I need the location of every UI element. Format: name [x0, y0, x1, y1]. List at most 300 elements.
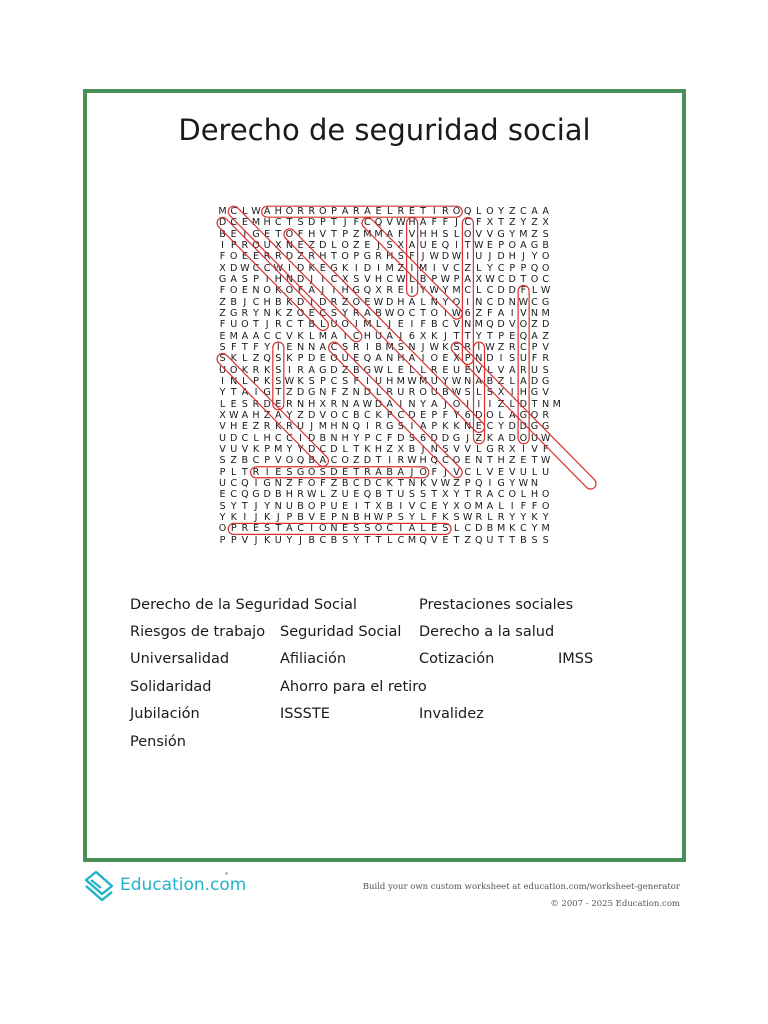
grid-cell: Y [264, 500, 271, 512]
grid-cell: L [498, 409, 504, 421]
grid-cell: P [297, 353, 304, 365]
grid-cell: X [475, 273, 483, 285]
grid-cell: T [275, 387, 282, 399]
grid-cell: E [342, 466, 349, 478]
grid-cell: W [373, 364, 384, 376]
grid-cell: W [440, 477, 451, 489]
grid-cell: P [342, 228, 349, 240]
grid-cell: F [542, 443, 549, 455]
grid-cell: N [341, 398, 349, 410]
grid-cell: D [308, 217, 316, 229]
grid-cell: I [432, 206, 436, 217]
grid-cell: Y [353, 534, 360, 546]
grid-cell: R [274, 251, 282, 263]
grid-cell: P [364, 432, 371, 444]
grid-cell: E [353, 353, 360, 365]
grid-cell: J [254, 511, 258, 523]
grid-cell: R [408, 387, 416, 399]
grid-cell: V [286, 330, 293, 342]
grid-cell: C [263, 330, 271, 342]
grid-cell: G [319, 364, 327, 376]
grid-cell: P [230, 534, 237, 546]
grid-cell: A [330, 330, 338, 342]
grid-cell: Z [286, 387, 293, 399]
grid-cell: D [285, 251, 294, 263]
grid-cell: D [296, 387, 305, 399]
grid-cell: X [219, 409, 226, 421]
grid-cell: L [409, 364, 415, 376]
grid-cell: S [442, 523, 449, 535]
grid-cell: U [486, 534, 494, 546]
grid-cell: Z [286, 477, 293, 489]
grid-cell: W [540, 455, 551, 467]
grid-cell: W [284, 375, 295, 387]
grid-cell: M [474, 319, 483, 331]
grid-cell: G [218, 273, 227, 285]
copyright-text: © 2007 - 2025 Education.com [550, 899, 680, 909]
grid-cell: O [341, 319, 349, 331]
grid-cell: J [521, 251, 525, 263]
grid-cell: M [385, 262, 394, 274]
grid-cell: A [386, 228, 393, 240]
grid-cell: Q [241, 477, 249, 489]
word-list-item: IMSS [558, 651, 594, 667]
grid-cell: E [431, 500, 438, 512]
grid-cell: O [519, 319, 528, 331]
grid-cell: A [386, 398, 393, 410]
grid-cell: F [320, 477, 326, 489]
grid-cell: C [464, 285, 472, 297]
grid-cell: A [486, 489, 494, 501]
grid-cell: Q [430, 455, 439, 467]
grid-cell: P [453, 273, 460, 285]
grid-cell: H [308, 228, 316, 240]
grid-cell: O [463, 500, 472, 512]
grid-cell: K [241, 364, 248, 376]
grid-cell: M [274, 443, 283, 455]
grid-cell: L [531, 466, 538, 478]
grid-cell: I [521, 443, 525, 455]
grid-cell: C [241, 432, 249, 444]
grid-cell: I [466, 296, 470, 308]
grid-cell: C [486, 296, 494, 308]
grid-cell: D [308, 353, 316, 365]
grid-cell: T [241, 466, 248, 478]
grid-cell: D [508, 432, 516, 444]
grid-cell: V [364, 273, 371, 285]
grid-cell: T [464, 239, 471, 251]
grid-cell: U [230, 319, 238, 331]
grid-cell: A [263, 206, 271, 217]
grid-cell: R [397, 455, 405, 467]
grid-cell: F [409, 251, 415, 263]
grid-cell: Z [508, 217, 516, 229]
grid-cell: R [386, 387, 394, 399]
grid-cell: D [263, 398, 271, 410]
grid-cell: Y [219, 387, 226, 399]
grid-cell: S [275, 364, 282, 376]
grid-cell: N [308, 341, 316, 353]
grid-cell: D [296, 273, 305, 285]
grid-cell: R [286, 421, 293, 433]
grid-cell: C [520, 341, 527, 353]
grid-cell: N [475, 353, 483, 365]
grid-cell: Q [263, 353, 271, 365]
grid-cell: Q [241, 489, 249, 501]
grid-cell: B [520, 534, 527, 546]
grid-cell: Z [464, 262, 471, 274]
grid-cell: D [363, 262, 372, 274]
grid-cell: P [431, 273, 438, 285]
grid-cell: R [274, 319, 282, 331]
grid-cell: Q [419, 534, 427, 546]
grid-cell: V [219, 443, 226, 455]
grid-cell: S [342, 341, 349, 353]
grid-cell: O [229, 251, 238, 263]
grid-cell: R [252, 398, 260, 410]
grid-cell: L [331, 239, 337, 251]
grid-cell: Y [520, 511, 527, 523]
grid-cell: O [486, 409, 494, 421]
grid-cell: Y [531, 523, 538, 535]
grid-cell: W [373, 296, 384, 308]
grid-cell: I [265, 273, 269, 285]
build-worksheet-link[interactable]: Build your own custom worksheet at education.com/worksheet-generator [362, 882, 680, 892]
grid-cell: C [352, 477, 360, 489]
grid-cell: M [496, 523, 506, 535]
grid-cell: Z [475, 307, 483, 319]
grid-cell: E [397, 319, 404, 331]
grid-cell: N [530, 477, 539, 489]
grid-cell: K [275, 285, 282, 297]
grid-cell: W [451, 375, 462, 387]
word-highlight-loop [226, 204, 364, 344]
grid-cell: A [319, 455, 327, 467]
grid-cell: H [341, 432, 349, 444]
grid-cell: X [486, 217, 494, 229]
grid-cell: G [530, 421, 539, 433]
grid-cell: F [353, 217, 360, 229]
grid-cell: W [429, 285, 439, 297]
grid-cell: T [498, 217, 505, 229]
grid-cell: C [442, 455, 449, 467]
grid-cell: J [443, 398, 447, 410]
grid-cell: E [241, 285, 248, 297]
grid-cell: S [219, 500, 226, 512]
grid-cell: Y [453, 409, 460, 421]
grid-cell: R [308, 206, 316, 217]
grid-cell: L [509, 375, 515, 387]
grid-cell: R [330, 398, 338, 410]
grid-cell: O [330, 409, 338, 421]
grid-cell: M [318, 421, 327, 433]
grid-cell: S [353, 273, 360, 285]
grid-cell: J [310, 421, 314, 433]
grid-cell: D [263, 489, 271, 501]
grid-cell: S [330, 307, 338, 319]
grid-cell: L [409, 273, 415, 285]
grid-cell: V [508, 466, 516, 478]
grid-cell: K [297, 375, 304, 387]
grid-cell: I [354, 500, 358, 512]
grid-cell: F [476, 217, 482, 229]
grid-cell: G [541, 421, 550, 433]
grid-cell: I [287, 262, 291, 274]
grid-cell: C [352, 330, 360, 342]
grid-cell: A [319, 341, 327, 353]
grid-cell: L [375, 387, 382, 399]
grid-cell: B [486, 375, 494, 387]
grid-cell: S [286, 466, 293, 478]
grid-cell: I [287, 364, 291, 376]
grid-cell: D [519, 398, 528, 410]
word-highlight-loop [360, 215, 465, 321]
word-list-item: Derecho de la Seguridad Social [130, 597, 357, 613]
grid-cell: Z [397, 262, 405, 274]
grid-cell: O [307, 500, 316, 512]
grid-cell: W [251, 206, 261, 217]
grid-cell: S [308, 375, 315, 387]
grid-cell: E [520, 455, 527, 467]
grid-cell: X [397, 443, 405, 455]
grid-cell: J [377, 239, 380, 251]
grid-cell: N [296, 398, 305, 410]
grid-cell: K [297, 330, 304, 342]
grid-cell: S [509, 353, 516, 365]
grid-cell: D [475, 409, 483, 421]
grid-cell: F [353, 375, 360, 387]
grid-cell: H [419, 455, 427, 467]
grid-cell: K [275, 421, 282, 433]
grid-cell: A [497, 432, 505, 444]
grid-cell: V [219, 421, 226, 433]
grid-cell: O [541, 489, 550, 501]
grid-cell: M [519, 228, 528, 240]
grid-cell: F [520, 500, 527, 512]
grid-cell: D [508, 285, 516, 297]
grid-cell: H [419, 228, 427, 240]
grid-cell: U [330, 319, 338, 331]
grid-cell: T [331, 217, 337, 229]
grid-cell: C [263, 262, 271, 274]
education-logo[interactable] [82, 868, 246, 902]
grid-cell: N [296, 341, 305, 353]
grid-cell: O [508, 239, 516, 251]
grid-cell: P [520, 262, 527, 274]
grid-cell: C [386, 273, 394, 285]
grid-cell: K [364, 443, 371, 455]
grid-cell: G [296, 466, 305, 478]
grid-cell: C [274, 330, 282, 342]
grid-cell: H [285, 489, 294, 501]
grid-cell: R [520, 364, 527, 376]
grid-cell: G [530, 239, 539, 251]
grid-cell: S [386, 239, 393, 251]
worksheet-frame [83, 89, 686, 862]
grid-cell: M [474, 500, 483, 512]
grid-cell: T [241, 341, 248, 353]
grid-cell: F [431, 466, 437, 478]
grid-cell: Q [463, 206, 472, 217]
grid-cell: A [364, 307, 371, 319]
grid-cell: F [487, 307, 493, 319]
grid-cell: E [397, 285, 404, 297]
grid-cell: M [229, 330, 238, 342]
grid-cell: A [520, 375, 527, 387]
grid-cell: R [508, 341, 516, 353]
grid-cell: Z [497, 375, 505, 387]
word-list-item: Seguridad Social [280, 624, 402, 640]
grid-cell: L [498, 500, 504, 512]
grid-cell: P [464, 477, 471, 489]
grid-cell: 6 [464, 409, 471, 421]
grid-cell: M [418, 375, 428, 387]
grid-cell: R [308, 251, 316, 263]
grid-cell: G [252, 228, 260, 240]
grid-cell: H [374, 273, 383, 285]
grid-cell: B [430, 319, 438, 331]
grid-cell: C [464, 466, 472, 478]
grid-cell: O [330, 353, 338, 365]
grid-cell: B [352, 364, 360, 376]
grid-cell: N [386, 353, 394, 365]
grid-cell: C [453, 262, 460, 274]
grid-cell: U [341, 489, 349, 501]
grid-cell: W [396, 217, 406, 229]
grid-cell: A [375, 353, 382, 365]
grid-cell: T [464, 489, 471, 501]
grid-cell: C [520, 206, 527, 217]
grid-cell: C [341, 409, 349, 421]
grid-cell: C [375, 477, 382, 489]
grid-cell: K [442, 421, 449, 433]
grid-cell: O [263, 285, 271, 297]
grid-cell: I [377, 262, 380, 274]
grid-cell: L [420, 511, 426, 523]
grid-cell: I [243, 228, 247, 240]
grid-cell: Z [230, 455, 237, 467]
grid-cell: E [319, 353, 326, 365]
grid-cell: L [387, 364, 393, 376]
grid-cell: C [497, 489, 505, 501]
grid-cell: I [354, 262, 358, 274]
grid-cell: P [498, 330, 504, 342]
grid-cell: U [330, 500, 338, 512]
highlight-overlay [217, 206, 552, 546]
grid-cell: P [531, 341, 538, 353]
grid-cell: J [466, 432, 470, 444]
grid-cell: Y [442, 375, 449, 387]
grid-cell: U [219, 432, 227, 444]
word-list-item: Riesgos de trabajo [130, 624, 266, 640]
grid-cell: I [365, 421, 369, 433]
grid-cell: D [363, 477, 372, 489]
grid-cell: Y [520, 217, 527, 229]
grid-cell: X [453, 353, 460, 365]
grid-cell: Y [286, 443, 293, 455]
grid-cell: P [386, 409, 393, 421]
grid-cell: C [397, 409, 405, 421]
grid-cell: G [530, 387, 539, 399]
grid-cell: D [508, 273, 516, 285]
grid-cell: W [518, 477, 529, 489]
grid-cell: N [285, 273, 293, 285]
grid-cell: D [308, 432, 316, 444]
grid-cell: Y [453, 489, 460, 501]
grid-cell: X [442, 489, 449, 501]
grid-cell: M [418, 262, 428, 274]
grid-cell: F [520, 285, 527, 297]
grid-cell: Q [475, 477, 483, 489]
grid-cell: S [408, 432, 415, 444]
grid-cell: L [520, 489, 527, 501]
grid-cell: A [531, 206, 538, 217]
grid-cell: U [397, 387, 405, 399]
grid-cell: T [364, 500, 371, 512]
grid-cell: I [354, 319, 358, 331]
grid-cell: P [464, 353, 471, 365]
grid-cell: C [442, 319, 449, 331]
grid-cell: Q [374, 217, 383, 229]
grid-cell: I [399, 500, 403, 512]
grid-cell: M [374, 228, 383, 240]
grid-cell: Y [542, 511, 549, 523]
grid-cell: B [375, 341, 382, 353]
grid-cell: Q [530, 262, 539, 274]
grid-cell: K [375, 409, 382, 421]
grid-cell: Z [352, 239, 360, 251]
grid-cell: R [297, 206, 304, 217]
grid-cell: K [286, 353, 293, 365]
grid-cell: B [419, 273, 427, 285]
grid-cell: V [408, 500, 416, 512]
grid-cell: R [330, 296, 338, 308]
grid-cell: H [430, 228, 438, 240]
grid-cell: W [474, 239, 484, 251]
grid-cell: C [364, 217, 371, 229]
grid-cell: M [385, 341, 394, 353]
word-highlight-loop [262, 206, 463, 217]
grid-cell: 6 [464, 307, 471, 319]
grid-cell: C [230, 477, 238, 489]
grid-cell: I [477, 341, 481, 353]
grid-cell: Z [341, 296, 349, 308]
word-list-item: Universalidad [130, 651, 230, 667]
grid-cell: O [430, 353, 439, 365]
grid-cell: J [310, 273, 314, 285]
grid-cell: G [263, 477, 271, 489]
grid-cell: S [542, 364, 549, 376]
grid-cell: C [319, 307, 327, 319]
grid-cell: T [420, 206, 427, 217]
grid-cell: A [308, 285, 315, 297]
grid-cell: P [219, 466, 226, 478]
grid-cell: I [510, 307, 514, 319]
grid-cell: E [252, 523, 260, 535]
grid-cell: O [419, 466, 427, 478]
grid-cell: P [286, 511, 293, 523]
grid-cell: L [253, 432, 259, 444]
grid-cell: J [343, 217, 347, 229]
grid-cell: E [509, 330, 516, 342]
grid-cell: D [486, 353, 494, 365]
grid-cell: L [342, 443, 348, 455]
word-highlight-loop [228, 523, 451, 534]
grid-cell: Z [386, 443, 393, 455]
grid-cell: V [408, 228, 416, 240]
grid-cell: O [508, 489, 516, 501]
grid-cell: B [352, 511, 360, 523]
